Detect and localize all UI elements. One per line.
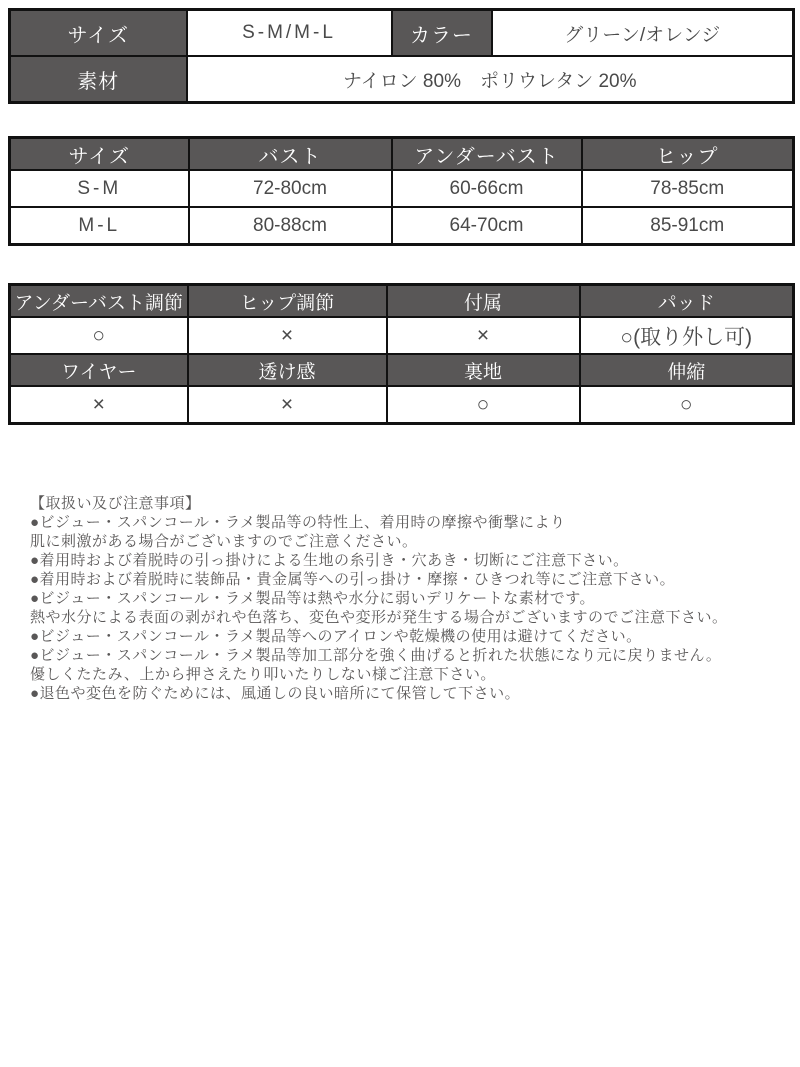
features-value-row-2 <box>10 386 794 424</box>
hip-adjust-value: × <box>188 317 387 354</box>
measurements-header-size: サイズ <box>10 138 189 171</box>
stretch-label: 伸縮 <box>580 354 794 386</box>
size-value-cell: S-M/M-L <box>187 10 392 57</box>
hip-cell: 85-91cm <box>582 207 794 245</box>
spec-row-material <box>10 56 794 103</box>
care-note-line: ●着用時および着脱時に装飾品・貴金属等への引っ掛け・摩擦・ひきつれ等にご注意下さい。 <box>30 571 676 588</box>
care-notes-title: 【取扱い及び注意事項】 <box>30 495 201 512</box>
wire-label: ワイヤー <box>10 354 188 386</box>
features-header-row-2 <box>10 354 794 386</box>
measurements-header-hip: ヒップ <box>582 138 794 171</box>
care-note-line: ●ビジュー・スパンコール・ラメ製品等の特性上、着用時の摩擦や衝撃により <box>30 514 566 531</box>
size-cell: M-L <box>10 207 189 245</box>
underbust-adjust-value: ○ <box>10 317 188 354</box>
features-value-row-1 <box>10 317 794 354</box>
care-note-line: ●ビジュー・スパンコール・ラメ製品等へのアイロンや乾燥機の使用は避けてください。 <box>30 628 642 645</box>
features-header-row-1 <box>10 285 794 318</box>
material-value-cell: ナイロン 80% ポリウレタン 20% <box>187 56 794 103</box>
color-label-cell: カラー <box>392 10 492 57</box>
bust-cell: 80-88cm <box>189 207 392 245</box>
measurements-header-underbust: アンダーバスト <box>392 138 582 171</box>
hip-cell: 78-85cm <box>582 170 794 207</box>
care-note-line: ●着用時および着脱時の引っ掛けによる生地の糸引き・穴あき・切断にご注意下さい。 <box>30 552 629 569</box>
care-note-line: 肌に刺激がある場合がございますのでご注意ください。 <box>30 533 418 550</box>
sheerness-label: 透け感 <box>188 354 387 386</box>
underbust-cell: 60-66cm <box>392 170 582 207</box>
care-note-line: ●ビジュー・スパンコール・ラメ製品等は熱や水分に弱いデリケートな素材です。 <box>30 590 596 607</box>
measurements-header-row <box>10 138 794 171</box>
care-note-line: 優しくたたみ、上から押さえたり叩いたりしない様ご注意下さい。 <box>30 666 496 683</box>
color-value-cell: グリーン/オレンジ <box>492 10 794 57</box>
measurements-table <box>8 136 795 246</box>
wire-value: × <box>10 386 188 424</box>
features-table <box>8 283 795 425</box>
underbust-adjust-label: アンダーバスト調節 <box>10 285 188 318</box>
measurements-row-sm <box>10 170 794 207</box>
care-note-line: 熱や水分による表面の剥がれや色落ち、変色や変形が発生する場合がございますのでご注意下さい。 <box>30 609 728 626</box>
sheerness-value: × <box>188 386 387 424</box>
care-note-line: ●ビジュー・スパンコール・ラメ製品等加工部分を強く曲げると折れた状態になり元に戻りません。 <box>30 647 722 664</box>
measurements-header-bust: バスト <box>189 138 392 171</box>
spec-table <box>8 8 795 104</box>
pad-label: パッド <box>580 285 794 318</box>
lining-value: ○ <box>387 386 580 424</box>
stretch-value: ○ <box>580 386 794 424</box>
underbust-cell: 64-70cm <box>392 207 582 245</box>
spec-row-size-color <box>10 10 794 57</box>
accessory-label: 付属 <box>387 285 580 318</box>
hip-adjust-label: ヒップ調節 <box>188 285 387 318</box>
lining-label: 裏地 <box>387 354 580 386</box>
pad-value: ○(取り外し可) <box>580 317 794 354</box>
care-note-line: ●退色や変色を防ぐためには、風通しの良い暗所にて保管して下さい。 <box>30 685 521 702</box>
bust-cell: 72-80cm <box>189 170 392 207</box>
accessory-value: × <box>387 317 580 354</box>
care-notes <box>30 494 790 703</box>
material-label-cell: 素材 <box>10 56 187 103</box>
measurements-row-ml <box>10 207 794 245</box>
size-cell: S-M <box>10 170 189 207</box>
size-label-cell: サイズ <box>10 10 187 57</box>
